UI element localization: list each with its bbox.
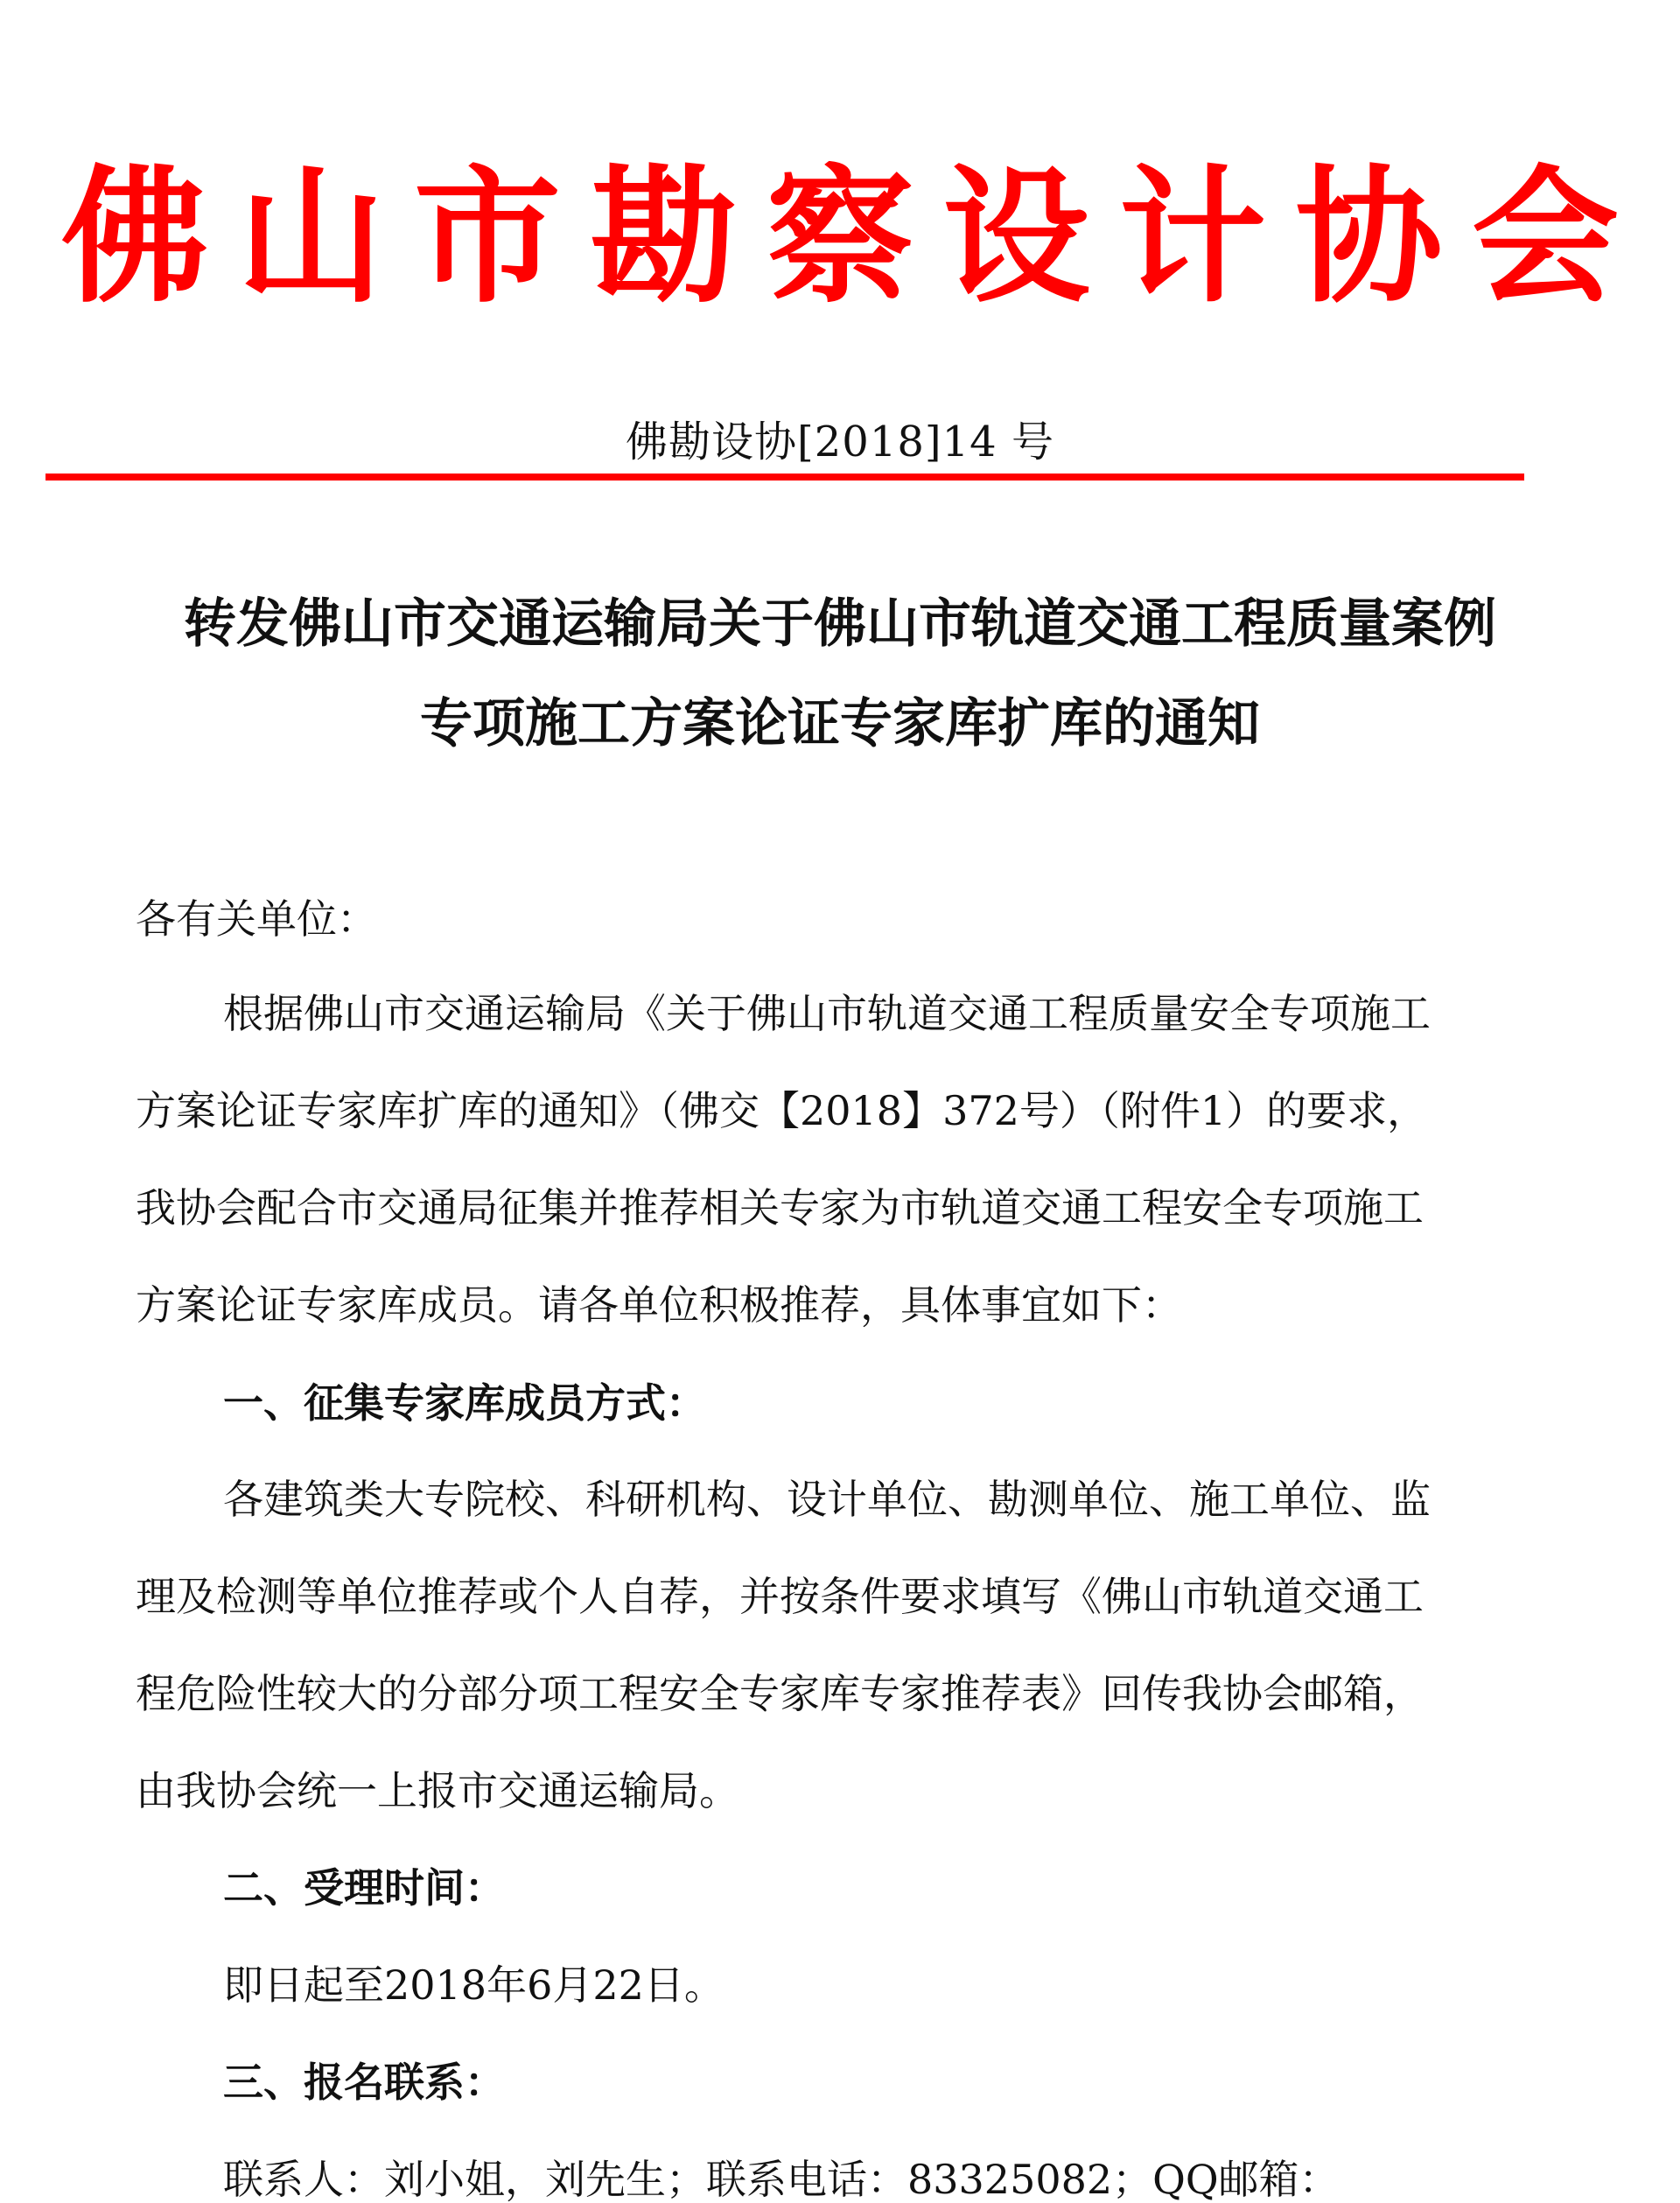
contact-info: 联系人：刘小姐，刘先生；联系电话：83325082；QQ邮箱： [223, 2156, 1340, 2203]
org-name-char: 佛 [61, 150, 208, 323]
paragraph-line: 方案论证专家库扩库的通知》（佛交【2018】372号）（附件1）的要求， [136, 1087, 1428, 1134]
section-heading-2: 二、受理时间： [223, 1864, 505, 1912]
section-heading-1: 一、征集专家库成员方式： [223, 1379, 706, 1427]
document-title-line-1: 转发佛山市交通运输局关于佛山市轨道交通工程质量案例 [184, 593, 1496, 655]
paragraph-line: 各建筑类大专院校、科研机构、设计单位、勘测单位、施工单位、监 [223, 1476, 1431, 1523]
paragraph-line: 方案论证专家库成员。请各单位积极推荐，具体事宜如下： [136, 1281, 1182, 1329]
organization-letterhead [61, 150, 1619, 323]
org-name-char: 计 [1119, 150, 1266, 323]
document-number: 佛勘设协[2018]14 号 [626, 417, 1054, 467]
org-name-char: 山 [237, 150, 385, 323]
org-name-char: 察 [766, 150, 914, 323]
acceptance-period: 即日起至2018年6月22日。 [223, 1961, 724, 2009]
header-divider [46, 474, 1524, 481]
paragraph-line: 理及检测等单位推荐或个人自荐，并按条件要求填写《佛山市轨道交通工 [136, 1573, 1424, 1620]
paragraph-line: 根据佛山市交通运输局《关于佛山市轨道交通工程质量安全专项施工 [223, 990, 1431, 1037]
org-name-char: 协 [1295, 150, 1443, 323]
org-name-char: 设 [942, 150, 1090, 323]
paragraph-line: 我协会配合市交通局征集并推荐相关专家为市轨道交通工程安全专项施工 [136, 1184, 1424, 1231]
salutation: 各有关单位： [136, 895, 377, 943]
org-name-char: 勘 [590, 150, 738, 323]
section-heading-3: 三、报名联系： [223, 2059, 505, 2106]
paragraph-line: 程危险性较大的分部分项工程安全专家库专家推荐表》回传我协会邮箱， [136, 1670, 1424, 1717]
document-title-line-2: 专项施工方案论证专家库扩库的通知 [420, 693, 1260, 754]
paragraph-line: 由我协会统一上报市交通运输局。 [136, 1767, 739, 1814]
org-name-char: 会 [1472, 150, 1619, 323]
org-name-char: 市 [414, 150, 561, 323]
